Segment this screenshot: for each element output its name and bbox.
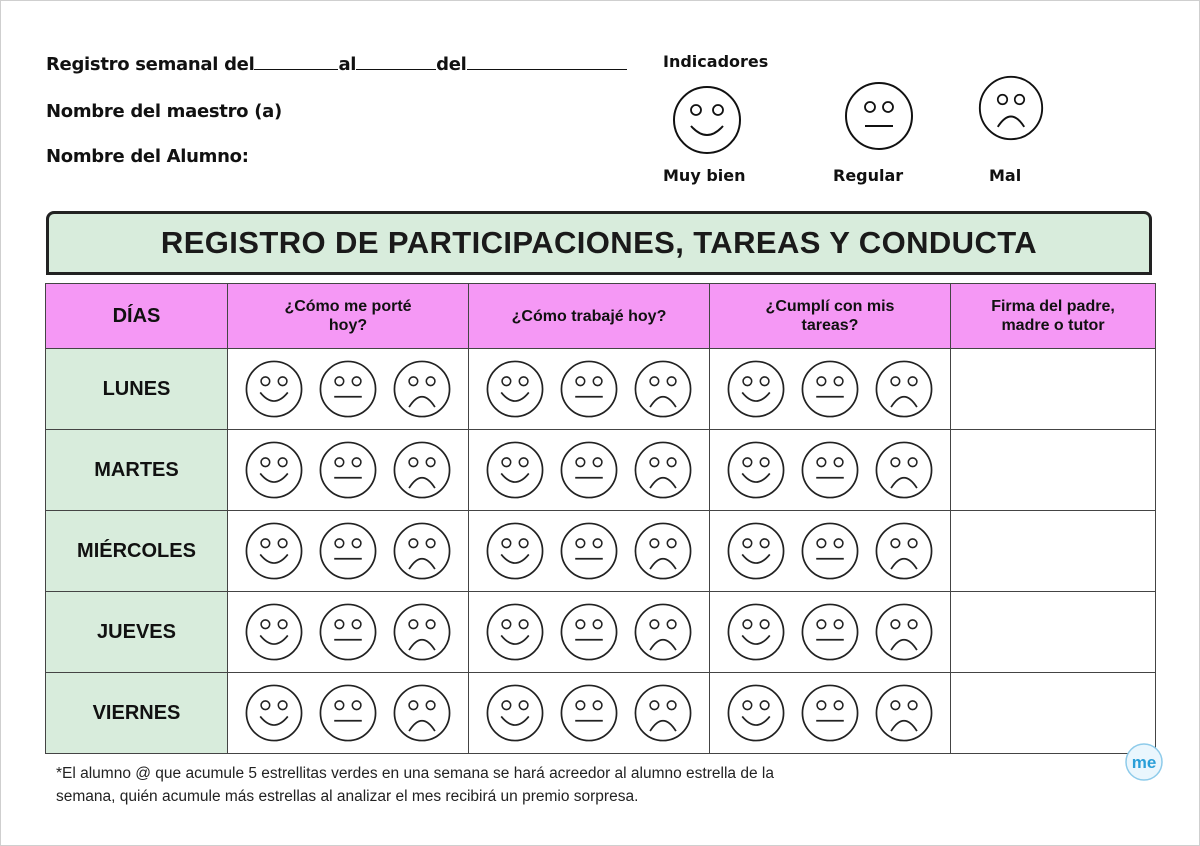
neutral-face-icon [843, 80, 915, 152]
header-row [46, 284, 1156, 349]
sad-face-icon[interactable] [632, 682, 694, 744]
neutral-face-icon[interactable] [317, 439, 379, 501]
face-options-cell [469, 349, 710, 430]
date-blank-end[interactable] [356, 55, 436, 70]
al-label: al [338, 54, 357, 75]
day-label: VIERNES [46, 673, 228, 754]
face-options [228, 439, 468, 501]
face-options-cell [469, 673, 710, 754]
day-label: MARTES [46, 430, 228, 511]
date-blank-month[interactable] [467, 55, 627, 70]
face-options-cell [710, 349, 951, 430]
face-options-cell [710, 511, 951, 592]
happy-face-icon[interactable] [243, 682, 305, 744]
neutral-face-icon[interactable] [317, 358, 379, 420]
happy-face-icon[interactable] [484, 439, 546, 501]
face-options-cell [710, 430, 951, 511]
face-options-cell [710, 592, 951, 673]
sad-face-icon[interactable] [873, 520, 935, 582]
happy-face-icon[interactable] [243, 601, 305, 663]
header-behavior: ¿Cómo me porté hoy? [228, 284, 469, 349]
face-options-cell [469, 511, 710, 592]
date-blank-start[interactable] [254, 55, 338, 70]
happy-face-icon[interactable] [484, 682, 546, 744]
table-row [46, 673, 1156, 754]
footnote: *El alumno @ que acumule 5 estrellitas verdes en una semana se hará acreedor al alumno estrella de la semana, quién acumule más estrellas al analizar el mes recibirá un premio sorpresa. [56, 765, 774, 805]
indicator-label-muy-bien: Muy bien [663, 166, 746, 185]
signature-cell[interactable] [951, 592, 1156, 673]
logo-text: me [1131, 753, 1157, 772]
sad-face-icon[interactable] [391, 601, 453, 663]
sad-face-icon[interactable] [391, 439, 453, 501]
face-options [469, 601, 709, 663]
page-title: REGISTRO DE PARTICIPACIONES, TAREAS Y CONDUCTA [160, 225, 1038, 260]
indicator-label-regular: Regular [833, 166, 904, 185]
signature-cell[interactable] [951, 511, 1156, 592]
sad-face-icon[interactable] [873, 601, 935, 663]
sad-face-icon [977, 74, 1045, 142]
sad-face-icon[interactable] [632, 358, 694, 420]
neutral-face-icon[interactable] [558, 682, 620, 744]
record-table [45, 283, 1156, 754]
sad-face-icon[interactable] [391, 358, 453, 420]
happy-face-icon[interactable] [725, 358, 787, 420]
face-options-cell [228, 592, 469, 673]
happy-face-icon[interactable] [484, 601, 546, 663]
neutral-face-icon[interactable] [317, 682, 379, 744]
sad-face-icon[interactable] [632, 520, 694, 582]
face-options [710, 682, 950, 744]
neutral-face-icon[interactable] [799, 439, 861, 501]
neutral-face-icon[interactable] [558, 520, 620, 582]
registro-label: Registro semanal del [46, 54, 255, 75]
header-signature: Firma del padre, madre o tutor [951, 284, 1156, 349]
sad-face-icon[interactable] [391, 520, 453, 582]
table-row [46, 349, 1156, 430]
face-options [710, 601, 950, 663]
header-days: DÍAS [46, 284, 228, 349]
neutral-face-icon[interactable] [799, 601, 861, 663]
neutral-face-icon[interactable] [799, 520, 861, 582]
table-row [46, 511, 1156, 592]
neutral-face-icon[interactable] [317, 601, 379, 663]
face-options [469, 520, 709, 582]
face-options [228, 520, 468, 582]
table-row [46, 592, 1156, 673]
face-options-cell [228, 430, 469, 511]
face-options-cell [710, 673, 951, 754]
sad-face-icon[interactable] [873, 358, 935, 420]
brand-logo-icon [1124, 742, 1164, 782]
teacher-name-label: Nombre del maestro (a) [46, 101, 282, 122]
indicators-title: Indicadores [663, 52, 769, 71]
face-options [469, 439, 709, 501]
neutral-face-icon[interactable] [799, 358, 861, 420]
face-options-cell [228, 349, 469, 430]
face-options [228, 682, 468, 744]
happy-face-icon[interactable] [484, 358, 546, 420]
neutral-face-icon[interactable] [799, 682, 861, 744]
neutral-face-icon[interactable] [558, 358, 620, 420]
happy-face-icon[interactable] [725, 439, 787, 501]
sad-face-icon[interactable] [391, 682, 453, 744]
face-options [710, 358, 950, 420]
face-options [469, 358, 709, 420]
sad-face-icon[interactable] [873, 682, 935, 744]
del-label: del [436, 54, 467, 75]
indicator-label-mal: Mal [989, 166, 1022, 185]
face-options [469, 682, 709, 744]
student-name-label: Nombre del Alumno: [46, 146, 249, 167]
sad-face-icon[interactable] [632, 601, 694, 663]
happy-face-icon[interactable] [725, 601, 787, 663]
happy-face-icon[interactable] [243, 358, 305, 420]
happy-face-icon[interactable] [243, 439, 305, 501]
neutral-face-icon[interactable] [317, 520, 379, 582]
signature-cell[interactable] [951, 430, 1156, 511]
day-label: JUEVES [46, 592, 228, 673]
day-label: MIÉRCOLES [46, 511, 228, 592]
face-options [228, 358, 468, 420]
sad-face-icon[interactable] [632, 439, 694, 501]
happy-face-icon[interactable] [725, 682, 787, 744]
weekly-record-line [46, 54, 627, 75]
face-options-cell [469, 430, 710, 511]
header-work: ¿Cómo trabajé hoy? [469, 284, 710, 349]
neutral-face-icon[interactable] [558, 439, 620, 501]
table-row [46, 430, 1156, 511]
face-options [710, 520, 950, 582]
sad-face-icon[interactable] [873, 439, 935, 501]
face-options-cell [228, 673, 469, 754]
title-banner [46, 211, 1152, 275]
happy-face-icon [671, 84, 743, 156]
signature-cell[interactable] [951, 349, 1156, 430]
face-options-cell [228, 511, 469, 592]
happy-face-icon[interactable] [484, 520, 546, 582]
happy-face-icon[interactable] [725, 520, 787, 582]
face-options [228, 601, 468, 663]
neutral-face-icon[interactable] [558, 601, 620, 663]
day-label: LUNES [46, 349, 228, 430]
face-options [710, 439, 950, 501]
happy-face-icon[interactable] [243, 520, 305, 582]
header-homework: ¿Cumplí con mis tareas? [710, 284, 951, 349]
face-options-cell [469, 592, 710, 673]
